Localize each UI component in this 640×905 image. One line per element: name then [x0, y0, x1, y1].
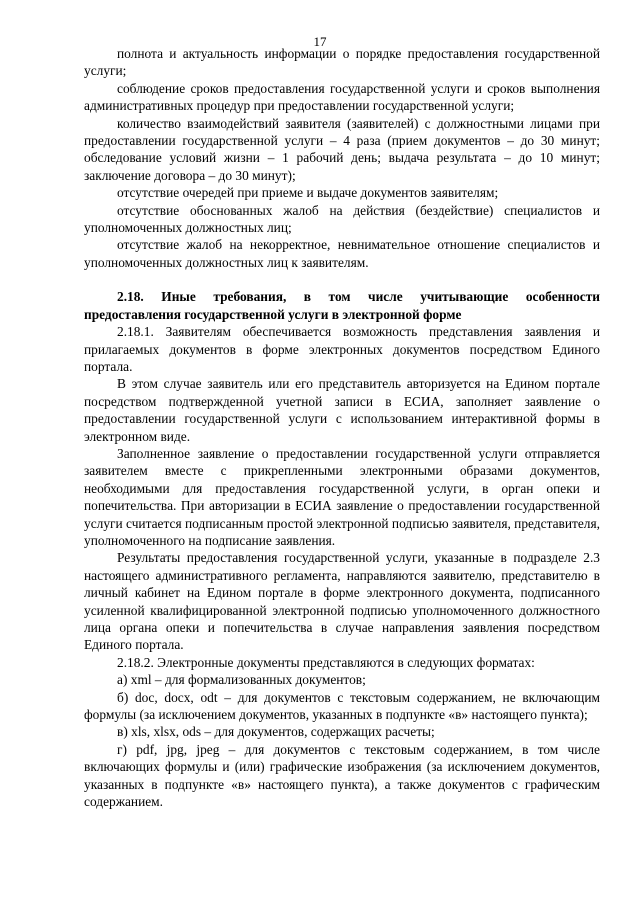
paragraph: отсутствие обоснованных жалоб на действия (бездействие) специалистов и уполномоченных должностных лиц; — [84, 202, 600, 236]
page-body — [84, 45, 600, 810]
paragraph: В этом случае заявитель или его представитель авторизуется на Едином портале посредством подтвержденной учетной записи в ЕСИА, заполняет заявление о предоставлении государственной услуги с использованием интерактивной формы в электронном виде. — [84, 376, 600, 444]
paragraph: соблюдение сроков предоставления государственной услуги и сроков выполнения административных процедур при предоставлении государственной услуги; — [84, 80, 600, 114]
paragraph: 2.18.1. Заявителям обеспечивается возможность представления заявления и прилагаемых документов в форме электронных документов посредством Единого портала. — [84, 324, 600, 374]
list-item: б) doc, docx, odt – для документов с текстовым содержанием, не включающим формулы (за исключением документов, указанных в подпункте «в» настоящего пункта); — [84, 689, 600, 723]
section-heading: 2.18. Иные требования, в том числе учитывающие особенности предоставления государственной услуги в электронной форме — [84, 289, 600, 322]
list-item: г) pdf, jpg, jpeg – для документов с текстовым содержанием, в том числе включающих формулы и (или) графические изображения (за исключением документов, указанных в подпункте «в» настоящего пункта), а также документов с графическим содержанием. — [84, 741, 600, 810]
paragraph: отсутствие очередей при приеме и выдаче документов заявителям; — [117, 185, 499, 201]
paragraph: полнота и актуальность информации о порядке предоставления государственной услуги; — [84, 46, 600, 79]
paragraph: Заполненное заявление о предоставлении государственной услуги отправляется заявителем вместе с прикрепленными электронными образами документов, необходимыми для предоставления государственной услуги, в орган опеки и попечительства. При авторизации в ЕСИА заявление о предоставлении государственной услуги считается подписанным простой электронной подписью заявителя, представителя, уполномоченного на подписание заявления. — [84, 445, 600, 548]
page-number: 17 — [313, 34, 327, 49]
list-item: а) xml – для формализованных документов; — [117, 672, 366, 688]
list-item: в) xls, xlsx, ods – для документов, содержащих расчеты; — [117, 724, 435, 740]
paragraph: 2.18.2. Электронные документы представляются в следующих форматах: — [117, 654, 535, 670]
paragraph: отсутствие жалоб на некорректное, невнимательное отношение специалистов и уполномоченных должностных лиц к заявителям. — [84, 237, 600, 270]
paragraph: количество взаимодействий заявителя (заявителей) с должностными лицами при предоставлении государственной услуги – 4 раза (прием документов – до 30 минут; обследование условий жизни – 1 рабочий день; выдача результата – до 10 минут; заключение договора – до 30 минут); — [84, 115, 600, 183]
paragraph: Результаты предоставления государственной услуги, указанные в подразделе 2.3 настоящего административного регламента, направляются заявителю, представителю в личный кабинет на Едином портале в форме электронного документа, подписанного усиленной квалифицированной электронной подписью уполномоченного должностного лица органа опеки и попечительства в случае направления заявления посредством Единого портала. — [84, 550, 600, 653]
